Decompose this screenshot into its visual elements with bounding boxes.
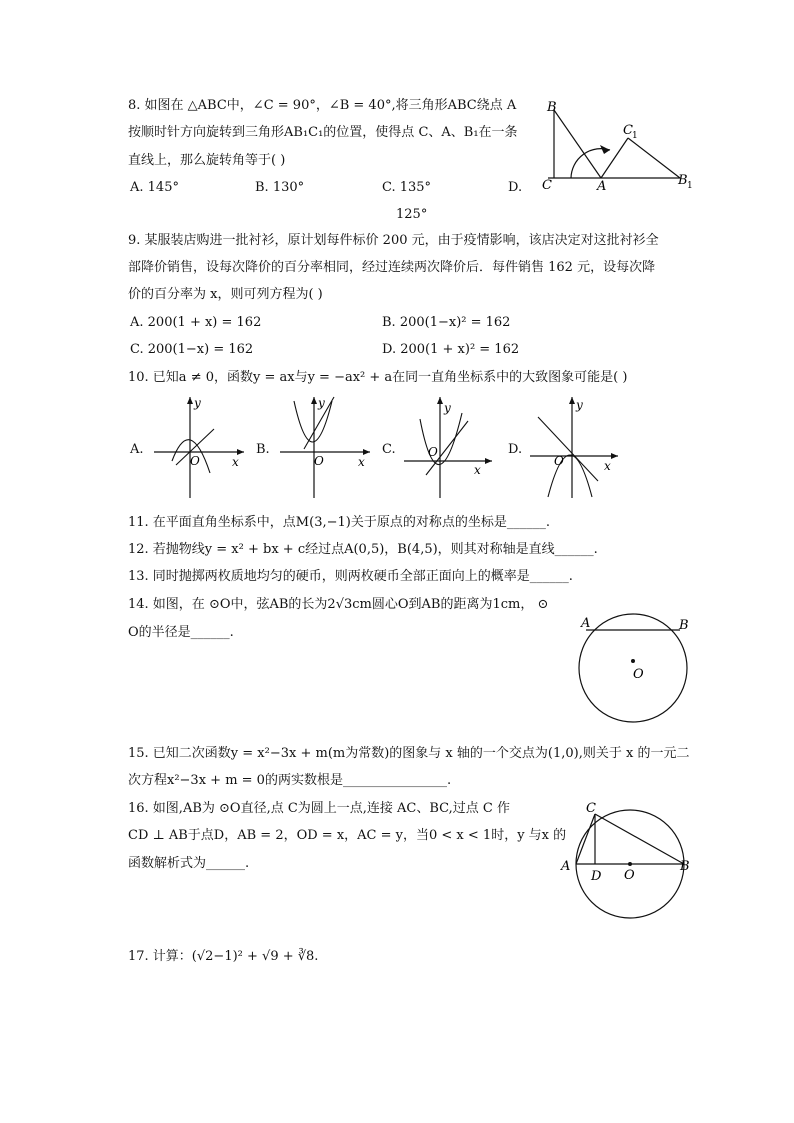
q9-line-1: 9. 某服装店购进一批衬衫，原计划每件标价 200 元，由于疫情影响，该店决定对这批衬衫全 — [128, 233, 659, 248]
q10-d-origin: O — [554, 454, 564, 468]
q14-circle-figure — [572, 608, 696, 724]
q8-option-b: B. 130° — [255, 180, 305, 195]
q10-option-d: D. — [508, 442, 523, 457]
q10-a-y-label: y — [194, 396, 201, 410]
q16-label-d: D — [591, 869, 602, 884]
q9-line-3: 价的百分率为 x，则可列方程为( ) — [128, 287, 323, 302]
q14-label-o: O — [633, 667, 644, 682]
q9-line-2: 部降价销售，设每次降价的百分率相同，经过连续两次降价后．每件销售 162 元，设每次降 — [128, 260, 656, 275]
q16-line-3: 函数解析式为______. — [128, 856, 250, 871]
q10-a-x-label: x — [232, 455, 239, 469]
q16-label-a: A — [561, 859, 571, 874]
q10-c-x-label: x — [474, 463, 481, 477]
q9-option-d: D. 200(1 + x)² = 162 — [382, 342, 520, 357]
q10-b-y-label: y — [318, 396, 325, 410]
q10-b-x-label: x — [358, 455, 365, 469]
q15-line-1: 15. 已知二次函数y = x²−3x + m(m为常数)的图象与 x 轴的一个交点为(1,0),则关于 x 的一元二 — [128, 746, 690, 761]
q10-option-b: B. — [256, 442, 270, 457]
q10-b-origin: O — [314, 454, 324, 468]
q10-c-origin: O — [428, 445, 438, 459]
q16-label-o: O — [624, 868, 635, 883]
q8-label-b1-sub: 1 — [687, 181, 693, 191]
q13-text: 13. 同时抛掷两枚质地均匀的硬币，则两枚硬币全部正面向上的概率是______. — [128, 569, 573, 584]
q14-line-1: 14. 如图，在 ⊙O中，弦AB的长为2√3cm圆心O到AB的距离为1cm， ⊙ — [128, 597, 549, 612]
q10-graph-c — [400, 393, 500, 501]
q8-option-d: D. — [508, 180, 523, 195]
q10-graph-b — [276, 393, 376, 501]
q12-text: 12. 若抛物线y = x² + bx + c经过点A(0,5)，B(4,5)，则其对称轴是直线______. — [128, 542, 598, 557]
q9-option-b: B. 200(1−x)² = 162 — [382, 315, 511, 330]
q8-label-c1: C — [623, 123, 633, 138]
q9-option-a: A. 200(1 + x) = 162 — [130, 315, 262, 330]
q16-circle-figure — [556, 800, 696, 924]
q10-option-a: A. — [130, 442, 144, 457]
q8-label-b1: B — [678, 173, 688, 188]
q14-line-2: O的半径是______. — [128, 625, 234, 640]
q10-line-1: 10. 已知a ≠ 0，函数y = ax与y = −ax² + a在同一直角坐标系中的大致图象可能是( ) — [128, 370, 628, 385]
q10-d-x-label: x — [604, 459, 611, 473]
q16-label-c: C — [586, 801, 596, 816]
q10-a-origin: O — [190, 454, 200, 468]
q16-line-2: CD ⊥ AB于点D，AB = 2，OD = x，AC = y，当0 < x < 1时，y 与x 的 — [128, 828, 567, 843]
q11-text: 11. 在平面直角坐标系中，点M(3,−1)关于原点的对称点的坐标是______. — [128, 515, 550, 530]
q8-rotation-figure — [538, 98, 698, 194]
q8-option-d-value: 125° — [396, 207, 428, 222]
q9-option-c: C. 200(1−x) = 162 — [130, 342, 254, 357]
q14-label-b: B — [679, 618, 689, 633]
q10-c-y-label: y — [444, 401, 451, 415]
q8-label-c: C — [542, 178, 552, 193]
q10-graph-a — [150, 393, 250, 501]
q10-option-c: C. — [382, 442, 396, 457]
q8-label-c1-sub: 1 — [632, 131, 638, 141]
q16-label-b: B — [680, 859, 690, 874]
q16-line-1: 16. 如图,AB为 ⊙O直径,点 C为圆上一点,连接 AC、BC,过点 C 作 — [128, 801, 510, 816]
q17-text: 17. 计算：(√2−1)² + √9 + ∛8. — [128, 949, 319, 964]
q14-label-a: A — [581, 616, 591, 631]
q10-d-y-label: y — [576, 398, 583, 412]
q8-option-a: A. 145° — [130, 180, 179, 195]
q8-label-a: A — [597, 179, 607, 194]
q8-label-b: B — [547, 100, 557, 115]
q10-graph-d — [526, 393, 626, 501]
q8-line-1: 8. 如图在 △ABC中，∠C = 90°，∠B = 40°,将三角形ABC绕点 A — [128, 98, 517, 113]
q15-line-2: 次方程x²−3x + m = 0的两实数根是________________. — [128, 773, 452, 788]
q8-line-2: 按顺时针方向旋转到三角形AB₁C₁的位置，使得点 C、A、B₁在一条 — [128, 125, 518, 140]
q8-line-3: 直线上，那么旋转角等于( ) — [128, 153, 286, 168]
q8-option-c: C. 135° — [382, 180, 432, 195]
